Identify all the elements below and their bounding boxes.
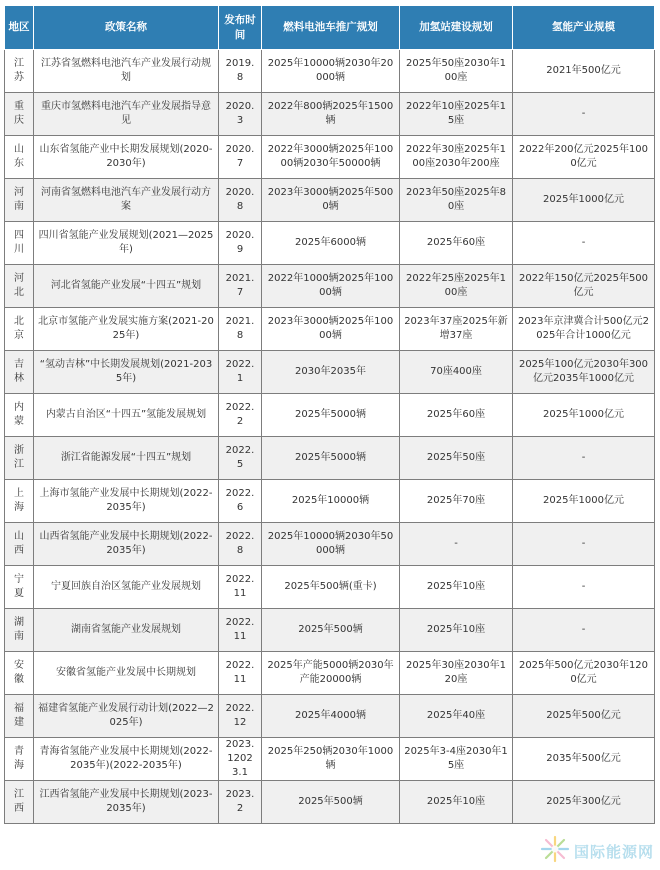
cell-date: 2022.12 [219, 695, 262, 738]
cell-industry: 2021年500亿元 [513, 50, 655, 93]
cell-date: 2020.8 [219, 179, 262, 222]
cell-policy: 浙江省能源发展“十四五”规划 [34, 437, 219, 480]
table-row [5, 738, 655, 781]
cell-policy: 河南省氢燃料电池汽车产业发展行动方案 [34, 179, 219, 222]
cell-date: 2022.11 [219, 609, 262, 652]
header-row [5, 6, 655, 50]
cell-industry: 2023年京津冀合计500亿元2025年合计1000亿元 [513, 308, 655, 351]
cell-vehicles: 2025年500辆 [262, 609, 400, 652]
cell-industry: 2022年150亿元2025年500亿元 [513, 265, 655, 308]
cell-stations: 2023年50座2025年80座 [400, 179, 513, 222]
cell-region: 河北 [5, 265, 34, 308]
cell-date: 2023.12023.1 [219, 738, 262, 781]
header-region: 地区 [5, 6, 34, 50]
table-row [5, 351, 655, 394]
hydrogen-policy-table [4, 5, 655, 824]
cell-policy: 山东省氢能产业中长期发展规划(2020-2030年) [34, 136, 219, 179]
cell-industry: 2025年300亿元 [513, 781, 655, 824]
cell-vehicles: 2025年产能5000辆2030年产能20000辆 [262, 652, 400, 695]
cell-policy: 河北省氢能产业发展“十四五”规划 [34, 265, 219, 308]
cell-stations: 2025年10座 [400, 566, 513, 609]
cell-stations: 2025年60座 [400, 222, 513, 265]
cell-region: 重庆 [5, 93, 34, 136]
cell-region: 吉林 [5, 351, 34, 394]
table-row [5, 394, 655, 437]
table-row [5, 695, 655, 738]
cell-vehicles: 2030年2035年 [262, 351, 400, 394]
cell-region: 江西 [5, 781, 34, 824]
cell-industry: 2025年100亿元2030年300亿元2035年1000亿元 [513, 351, 655, 394]
cell-stations: 2023年37座2025年新增37座 [400, 308, 513, 351]
cell-stations: 2022年10座2025年15座 [400, 93, 513, 136]
header-vehicles: 燃料电池车推广规划 [262, 6, 400, 50]
table-row [5, 523, 655, 566]
cell-policy: 宁夏回族自治区氢能产业发展规划 [34, 566, 219, 609]
cell-industry: 2025年1000亿元 [513, 179, 655, 222]
cell-vehicles: 2025年6000辆 [262, 222, 400, 265]
table-header [5, 6, 655, 50]
cell-stations: 2025年70座 [400, 480, 513, 523]
cell-region: 宁夏 [5, 566, 34, 609]
table-row [5, 566, 655, 609]
header-date: 发布时间 [219, 6, 262, 50]
cell-industry: - [513, 566, 655, 609]
cell-policy: 江苏省氢燃料电池汽车产业发展行动规划 [34, 50, 219, 93]
cell-region: 山东 [5, 136, 34, 179]
watermark [514, 836, 654, 866]
cell-vehicles: 2022年800辆2025年1500辆 [262, 93, 400, 136]
cell-vehicles: 2025年4000辆 [262, 695, 400, 738]
table-row [5, 609, 655, 652]
cell-vehicles: 2022年1000辆2025年10000辆 [262, 265, 400, 308]
cell-region: 内蒙 [5, 394, 34, 437]
cell-date: 2020.3 [219, 93, 262, 136]
cell-date: 2022.8 [219, 523, 262, 566]
cell-stations: 2025年3-4座2030年15座 [400, 738, 513, 781]
cell-stations: 2025年40座 [400, 695, 513, 738]
cell-date: 2021.8 [219, 308, 262, 351]
cell-industry: 2025年500亿元2030年1200亿元 [513, 652, 655, 695]
watermark-text: 国际能源网 [573, 842, 654, 861]
header-industry: 氢能产业规模 [513, 6, 655, 50]
cell-policy: 四川省氢能产业发展规划(2021—2025年) [34, 222, 219, 265]
table-row [5, 179, 655, 222]
header-policy: 政策名称 [34, 6, 219, 50]
cell-region: 安徽 [5, 652, 34, 695]
cell-industry: - [513, 609, 655, 652]
cell-industry: - [513, 437, 655, 480]
table-row [5, 437, 655, 480]
header-stations: 加氢站建设规划 [400, 6, 513, 50]
cell-date: 2020.9 [219, 222, 262, 265]
cell-region: 浙江 [5, 437, 34, 480]
cell-region: 北京 [5, 308, 34, 351]
table-row [5, 222, 655, 265]
cell-vehicles: 2025年5000辆 [262, 437, 400, 480]
cell-industry: 2035年500亿元 [513, 738, 655, 781]
cell-region: 山西 [5, 523, 34, 566]
cell-policy: 安徽省氢能产业发展中长期规划 [34, 652, 219, 695]
cell-region: 江苏 [5, 50, 34, 93]
cell-vehicles: 2025年5000辆 [262, 394, 400, 437]
table-body [5, 50, 655, 824]
cell-policy: 青海省氢能产业发展中长期规划(2022-2035年)(2022-2035年) [34, 738, 219, 781]
cell-policy: 湖南省氢能产业发展规划 [34, 609, 219, 652]
cell-industry: - [513, 93, 655, 136]
cell-date: 2022.5 [219, 437, 262, 480]
table-row [5, 480, 655, 523]
cell-date: 2022.11 [219, 566, 262, 609]
cell-policy: 内蒙古自治区“十四五”氢能发展规划 [34, 394, 219, 437]
cell-stations: 2025年50座2030年100座 [400, 50, 513, 93]
cell-date: 2022.11 [219, 652, 262, 695]
table-row [5, 93, 655, 136]
cell-region: 四川 [5, 222, 34, 265]
cell-policy: 江西省氢能产业发展中长期规划(2023-2035年) [34, 781, 219, 824]
cell-date: 2022.2 [219, 394, 262, 437]
cell-stations: 2025年30座2030年120座 [400, 652, 513, 695]
cell-vehicles: 2025年250辆2030年1000辆 [262, 738, 400, 781]
cell-policy: 山西省氢能产业发展中长期规划(2022-2035年) [34, 523, 219, 566]
cell-vehicles: 2025年10000辆2030年20000辆 [262, 50, 400, 93]
cell-industry: - [513, 222, 655, 265]
cell-vehicles: 2023年3000辆2025年5000辆 [262, 179, 400, 222]
cell-stations: 2022年25座2025年100座 [400, 265, 513, 308]
cell-stations: 2025年10座 [400, 781, 513, 824]
table-row [5, 652, 655, 695]
cell-date: 2019.8 [219, 50, 262, 93]
cell-date: 2022.6 [219, 480, 262, 523]
cell-vehicles: 2025年10000辆2030年50000辆 [262, 523, 400, 566]
cell-region: 上海 [5, 480, 34, 523]
cell-date: 2023.2 [219, 781, 262, 824]
cell-stations: 70座400座 [400, 351, 513, 394]
cell-date: 2021.7 [219, 265, 262, 308]
cell-stations: 2025年60座 [400, 394, 513, 437]
cell-industry: 2022年200亿元2025年1000亿元 [513, 136, 655, 179]
table-row [5, 265, 655, 308]
cell-policy: 福建省氢能产业发展行动计划(2022—2025年) [34, 695, 219, 738]
cell-industry: - [513, 523, 655, 566]
table-row [5, 136, 655, 179]
cell-date: 2022.1 [219, 351, 262, 394]
sunburst-logo-icon [538, 834, 572, 868]
cell-stations: 2025年10座 [400, 609, 513, 652]
cell-date: 2020.7 [219, 136, 262, 179]
cell-region: 河南 [5, 179, 34, 222]
cell-vehicles: 2025年500辆(重卡) [262, 566, 400, 609]
table-row [5, 50, 655, 93]
cell-policy: 北京市氢能产业发展实施方案(2021-2025年) [34, 308, 219, 351]
cell-vehicles: 2025年10000辆 [262, 480, 400, 523]
cell-industry: 2025年1000亿元 [513, 480, 655, 523]
cell-industry: 2025年500亿元 [513, 695, 655, 738]
cell-stations: - [400, 523, 513, 566]
cell-policy: 重庆市氢燃料电池汽车产业发展指导意见 [34, 93, 219, 136]
cell-industry: 2025年1000亿元 [513, 394, 655, 437]
cell-policy: 上海市氢能产业发展中长期规划(2022-2035年) [34, 480, 219, 523]
cell-vehicles: 2022年3000辆2025年10000辆2030年50000辆 [262, 136, 400, 179]
cell-stations: 2022年30座2025年100座2030年200座 [400, 136, 513, 179]
cell-region: 福建 [5, 695, 34, 738]
cell-vehicles: 2025年500辆 [262, 781, 400, 824]
cell-vehicles: 2023年3000辆2025年10000辆 [262, 308, 400, 351]
table-row [5, 781, 655, 824]
cell-stations: 2025年50座 [400, 437, 513, 480]
cell-policy: “氢动吉林”中长期发展规划(2021-2035年) [34, 351, 219, 394]
cell-region: 湖南 [5, 609, 34, 652]
cell-region: 青海 [5, 738, 34, 781]
table-row [5, 308, 655, 351]
